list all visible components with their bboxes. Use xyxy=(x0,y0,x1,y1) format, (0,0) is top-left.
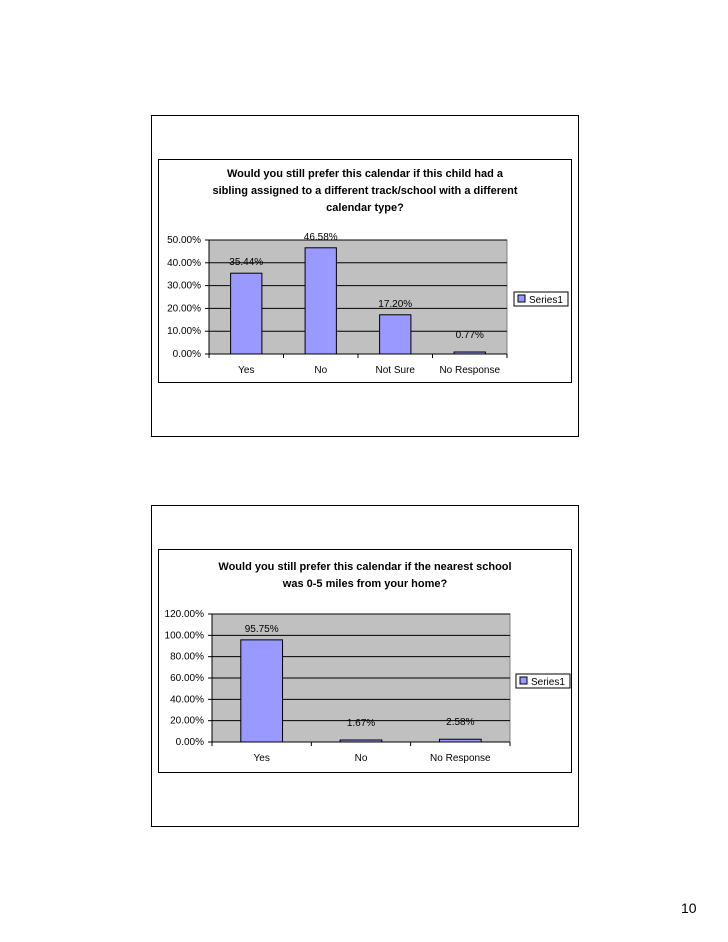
data-label: 95.75% xyxy=(244,623,279,635)
y-tick-label: 20.00% xyxy=(170,715,204,727)
y-tick-label: 0.00% xyxy=(175,737,204,748)
page-number: 10 xyxy=(681,900,697,916)
x-tick-label: Not Sure xyxy=(375,365,415,376)
legend-label: Series1 xyxy=(531,677,565,688)
y-tick-label: 30.00% xyxy=(167,280,201,292)
x-tick-label: Yes xyxy=(238,365,255,376)
data-label: 35.44% xyxy=(229,257,264,269)
chart-2-title: Would you still prefer this calendar if the nearest school was 0-5 miles from your home? xyxy=(218,561,512,590)
y-tick-label: 80.00% xyxy=(170,651,204,663)
data-label: 1.67% xyxy=(346,718,376,730)
y-tick-label: 120.00% xyxy=(164,609,204,620)
x-tick-label: No Response xyxy=(439,365,501,376)
y-tick-label: 50.00% xyxy=(167,235,201,246)
legend-swatch xyxy=(520,677,527,684)
x-tick-label: No Response xyxy=(430,753,491,764)
bar xyxy=(241,640,283,742)
y-tick-label: 10.00% xyxy=(167,326,201,338)
x-tick-label: Yes xyxy=(253,753,270,764)
x-tick-label: No xyxy=(354,753,368,764)
y-tick-label: 0.00% xyxy=(172,349,201,360)
data-label: 2.58% xyxy=(446,717,475,729)
y-tick-label: 40.00% xyxy=(167,257,201,269)
legend-label: Series1 xyxy=(529,295,563,306)
y-tick-label: 40.00% xyxy=(170,694,204,706)
y-tick-label: 100.00% xyxy=(164,630,204,642)
data-label: 46.58% xyxy=(303,231,338,243)
bar xyxy=(340,740,382,742)
chart-1-title: Would you still prefer this calendar if this child had a sibling assigned to a different track/school with a different calendar type? xyxy=(212,168,518,214)
y-tick-label: 60.00% xyxy=(170,673,204,684)
data-label: 0.77% xyxy=(455,330,484,342)
bar xyxy=(439,739,481,742)
x-tick-label: No xyxy=(314,365,328,376)
data-label: 17.20% xyxy=(378,298,413,310)
y-tick-label: 20.00% xyxy=(167,303,201,315)
